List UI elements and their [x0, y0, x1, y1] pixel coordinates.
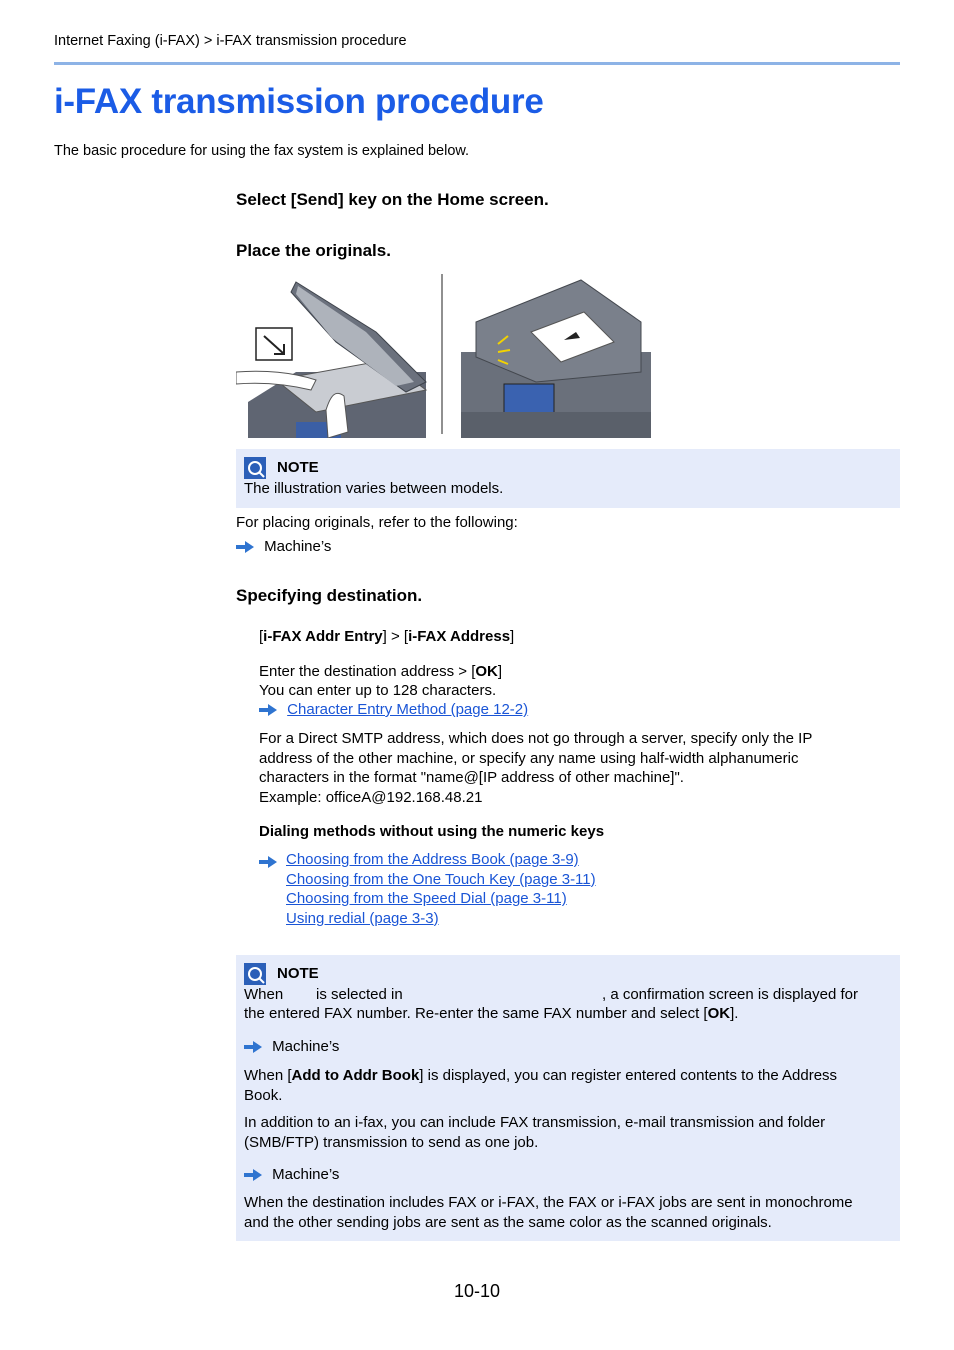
arrow-right-icon — [259, 704, 277, 716]
menu-i-fax-addr-entry: i-FAX Addr Entry — [263, 628, 383, 645]
arrow-right-icon — [244, 1041, 262, 1053]
arrow-right-icon — [244, 1169, 262, 1181]
note-box-1 — [236, 449, 900, 508]
menu-i-fax-address: i-FAX Address — [408, 628, 511, 645]
redial-link[interactable]: Using redial (page 3-3) — [286, 909, 439, 927]
note2-p4: When the destination includes FAX or i-FAX, the FAX or i-FAX jobs are sent in monochrome and the other sending jobs are sent as the same color as the scanned originals. — [244, 1194, 853, 1231]
dial-links — [286, 850, 596, 928]
enter-instruction: Enter the destination address > [OK] — [259, 663, 503, 680]
machine-illustration — [236, 272, 656, 438]
note-heading: NOTE — [277, 459, 319, 476]
note2-p1-when: When — [244, 986, 284, 1003]
placing-text: For placing originals, refer to the following: — [236, 514, 518, 531]
char-entry-ref — [259, 700, 528, 720]
note2-p1-reenter: the entered FAX number. Re-enter the same FAX number and select [OK]. — [244, 1005, 739, 1022]
note2-ref-2[interactable]: Machine’s — [244, 1165, 339, 1185]
arrow-right-icon — [236, 541, 254, 553]
header-rule — [54, 62, 900, 65]
char-limit-text: You can enter up to 128 characters. — [259, 682, 497, 699]
dial-heading: Dialing methods without using the numeric keys — [259, 823, 605, 840]
intro-text: The basic procedure for using the fax system is explained below. — [54, 143, 470, 159]
char-entry-link[interactable]: Character Entry Method (page 12-2) — [287, 701, 529, 718]
page-number: 10-10 — [453, 1281, 501, 1301]
note-box-2 — [236, 955, 900, 1241]
placing-ref[interactable] — [236, 537, 331, 557]
ok-key-label: OK — [475, 663, 498, 680]
dial-arrow — [259, 853, 277, 871]
note2-p1-selected: is selected in — [316, 986, 403, 1003]
one-touch-key-link[interactable]: Choosing from the One Touch Key (page 3-11) — [286, 870, 596, 888]
speed-dial-link[interactable]: Choosing from the Speed Dial (page 3-11) — [286, 890, 567, 907]
breadcrumb: Internet Faxing (i-FAX) > i-FAX transmission procedure — [54, 33, 407, 49]
page-title: i-FAX transmission procedure — [54, 82, 544, 121]
address-book-link[interactable]: Choosing from the Address Book (page 3-9) — [286, 851, 579, 868]
menu-path: [i-FAX Addr Entry] > [i-FAX Address] — [259, 628, 515, 645]
note2-ref-1[interactable]: Machine’s — [244, 1037, 339, 1057]
step-1: Select [Send] key on the Home screen. — [236, 190, 549, 209]
arrow-right-icon — [259, 856, 277, 868]
step-2: Place the originals. — [236, 241, 391, 260]
note-heading: NOTE — [277, 965, 319, 982]
note-text: The illustration varies between models. — [244, 480, 504, 497]
note2-p1-confirm: , a confirmation screen is displayed for — [602, 986, 858, 1003]
placing-ref-label: Machine’s — [264, 538, 332, 555]
smtp-paragraph: For a Direct SMTP address, which does not go through a server, specify only the IP address of the other machine, or specify any name using half-width alphanumeric characters in the format "name@[IP address of other machine]". Example: officeA@192.168.48.21 — [259, 730, 813, 806]
step-3: Specifying destination. — [236, 586, 423, 605]
note2-p2: When [Add to Addr Book] is displayed, you can register entered contents to the Address Book. — [244, 1067, 838, 1104]
note2-p3: In addition to an i-fax, you can include FAX transmission, e-mail transmission and folder (SMB/FTP) transmission to send as one job. — [244, 1114, 826, 1151]
